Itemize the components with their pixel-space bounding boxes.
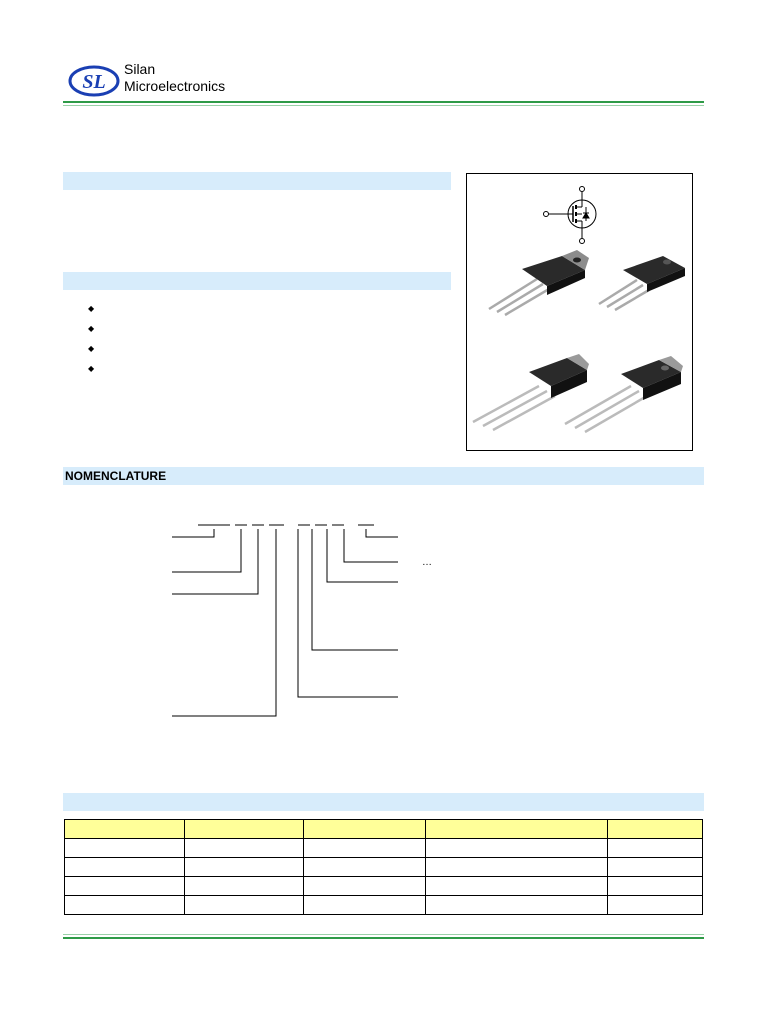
- table-cell: [426, 877, 608, 896]
- to-264-package-icon: [473, 354, 589, 430]
- nomenclature-heading: NOMENCLATURE: [65, 469, 167, 483]
- section-band-nomenclature: [63, 467, 704, 485]
- table-cell: [426, 839, 608, 858]
- section-band-features: [63, 272, 451, 290]
- package-box: [466, 173, 693, 451]
- table-cell: [65, 896, 185, 915]
- to-3pf-package-icon: [599, 256, 685, 310]
- table-header-cell: [184, 820, 303, 839]
- table-cell: [608, 858, 703, 877]
- feature-bullet-3: ◆: [88, 344, 95, 353]
- footer-rule-thin: [63, 934, 704, 935]
- company-line-2: Microelectronics: [124, 78, 226, 94]
- table-row: [65, 877, 703, 896]
- silan-logo: [68, 64, 120, 98]
- header-rule: [63, 101, 704, 103]
- company-line-1: Silan: [124, 61, 156, 77]
- table-cell: [184, 839, 303, 858]
- table-cell: [608, 896, 703, 915]
- table-cell: [426, 896, 608, 915]
- logo-text: SL: [82, 71, 106, 93]
- section-band-ordering: [63, 793, 704, 811]
- table-cell: [65, 858, 185, 877]
- table-cell: [184, 896, 303, 915]
- table-header-row: [65, 820, 703, 839]
- table-row: [65, 839, 703, 858]
- feature-bullet-1: ◆: [88, 304, 95, 313]
- package-illustrations: [467, 174, 692, 450]
- ordering-table: [64, 819, 703, 915]
- company-name: [124, 61, 225, 95]
- table-header-cell: [303, 820, 426, 839]
- nomenclature-diagram: [160, 520, 430, 720]
- to-247-package-icon: [489, 250, 589, 315]
- table-cell: [65, 877, 185, 896]
- header-rule-thin: [63, 105, 704, 106]
- section-band-description: [63, 172, 451, 190]
- table-header-cell: [65, 820, 185, 839]
- table-cell: [303, 896, 426, 915]
- table-header-cell: [608, 820, 703, 839]
- table-row: [65, 858, 703, 877]
- feature-bullet-4: ◆: [88, 364, 95, 373]
- footer-rule: [63, 937, 704, 939]
- table-cell: [65, 839, 185, 858]
- table-cell: [608, 839, 703, 858]
- table-cell: [608, 877, 703, 896]
- table-cell: [184, 877, 303, 896]
- table-cell: [426, 858, 608, 877]
- table-header-cell: [426, 820, 608, 839]
- table-cell: [303, 839, 426, 858]
- feature-bullet-2: ◆: [88, 324, 95, 333]
- table-cell: [303, 858, 426, 877]
- table-row: [65, 896, 703, 915]
- table-cell: [303, 877, 426, 896]
- mosfet-symbol-icon: [544, 187, 597, 244]
- table-cell: [184, 858, 303, 877]
- nomenclature-ellipsis: …: [422, 557, 432, 568]
